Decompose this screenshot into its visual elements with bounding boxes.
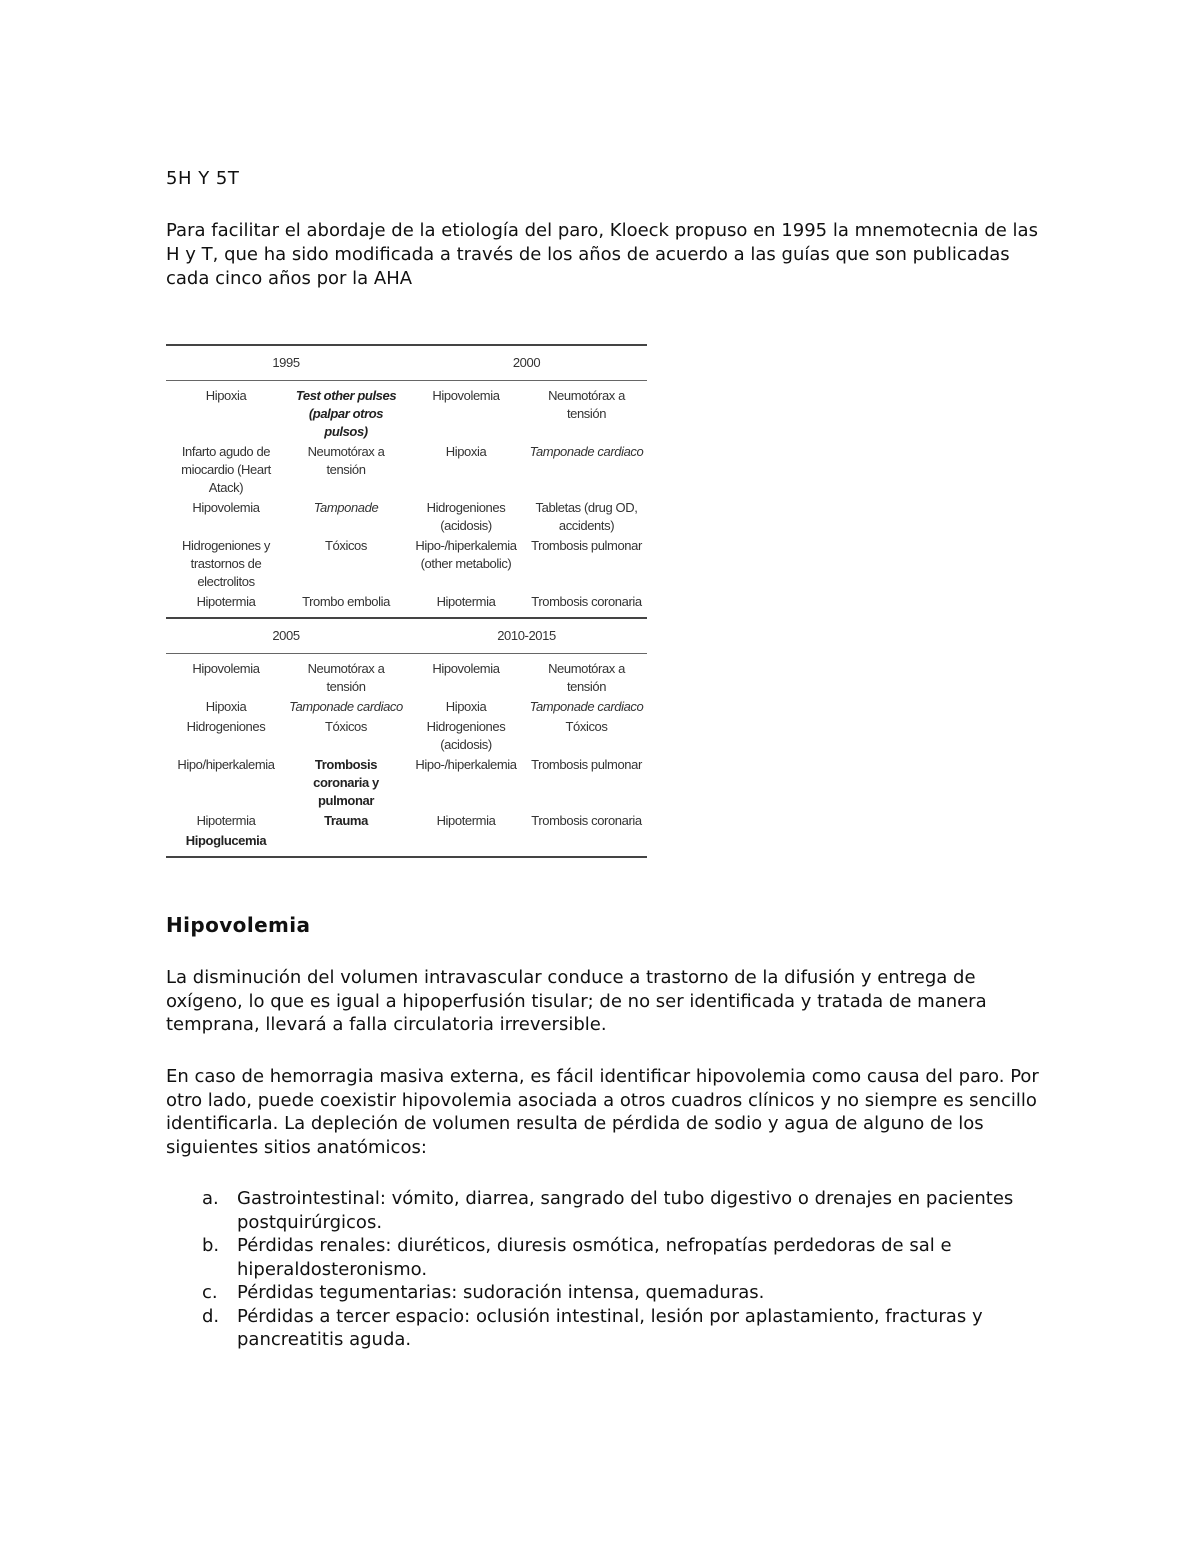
column-header-1995: 1995 — [166, 345, 406, 381]
table-cell: Tamponade cardiaco — [529, 699, 644, 714]
table-cell: Neumotórax a tensión — [307, 661, 385, 694]
table-cell: Hipoxia — [205, 388, 247, 403]
table-row — [166, 812, 647, 832]
list-marker: c. — [202, 1282, 218, 1303]
table-cell: Tóxicos — [325, 719, 367, 734]
table-cell: Tóxicos — [325, 538, 367, 553]
page-title: 5H Y 5T — [166, 168, 240, 189]
table-cell: Hipoglucemia — [166, 832, 286, 857]
table-cell: Hidrogeniones — [186, 719, 266, 734]
table-header-row — [166, 345, 647, 381]
table-cell: Trauma — [324, 813, 368, 828]
table-cell: Hipotermia — [436, 813, 496, 828]
table-row — [166, 593, 647, 618]
table-cell — [406, 832, 526, 857]
table-cell: Hipotermia — [166, 593, 286, 618]
table-row — [166, 832, 647, 857]
table-cell: Trombosis coronaria y pulmonar — [313, 757, 379, 808]
table-cell: Trombosis pulmonar — [531, 757, 642, 772]
list-item-text: Pérdidas tegumentarias: sudoración intensa, quemaduras. — [237, 1282, 765, 1303]
table-cell: Neumotórax a tensión — [307, 444, 385, 477]
table-cell: Trombosis pulmonar — [531, 538, 642, 553]
table-cell: Tamponade — [313, 500, 379, 515]
list-item-text: Gastrointestinal: vómito, diarrea, sangrado del tubo digestivo o drenajes en pacientes postquirúrgicos. — [237, 1188, 1014, 1233]
table-cell: Hidrogeniones (acidosis) — [426, 719, 506, 752]
table-cell: Hipo/hiperkalemia — [177, 757, 275, 772]
table-cell: Hipoxia — [445, 699, 487, 714]
list-item-text: Pérdidas a tercer espacio: oclusión intestinal, lesión por aplastamiento, fracturas y pancreatitis aguda. — [237, 1305, 983, 1350]
table-header-row — [166, 618, 647, 654]
table-row — [166, 381, 647, 444]
column-header-2000: 2000 — [406, 345, 647, 381]
list-item — [166, 1187, 1046, 1234]
table-cell: Hipo-/hiperkalemia (other metabolic) — [415, 538, 517, 571]
table-cell: Hipotermia — [196, 813, 256, 828]
column-header-2010-2015: 2010-2015 — [406, 618, 647, 654]
table-cell — [526, 832, 647, 857]
table-cell: Neumotórax a tensión — [548, 388, 625, 421]
table-cell: Tamponade cardiaco — [289, 699, 403, 714]
table-row — [166, 756, 647, 812]
table-cell: Hipotermia — [406, 593, 526, 618]
table-cell: Hipoxia — [205, 699, 247, 714]
column-header-2005: 2005 — [166, 618, 406, 654]
list-marker: d. — [202, 1305, 220, 1327]
section-heading: Hipovolemia — [166, 913, 311, 937]
list-item — [166, 1281, 1046, 1305]
list-item — [166, 1305, 1046, 1352]
table-cell: Trombo embolia — [286, 593, 406, 618]
h-and-t-table — [166, 344, 647, 858]
list-item-text: Pérdidas renales: diuréticos, diuresis osmótica, nefropatías perdedoras de sal e hiperaldosteronismo. — [237, 1235, 952, 1280]
table-row — [166, 718, 647, 756]
list-item — [166, 1234, 1046, 1281]
table-cell — [286, 832, 406, 857]
table-cell: Tóxicos — [565, 719, 608, 734]
table-cell: Hipoxia — [445, 444, 487, 459]
table-cell: Trombosis coronaria — [531, 813, 642, 828]
table-cell: Hipovolemia — [192, 500, 260, 515]
table-cell: Infarto agudo de miocardio (Heart Atack) — [181, 444, 271, 495]
table-cell: Hipo-/hiperkalemia — [415, 757, 517, 772]
causes-list — [166, 1187, 1046, 1352]
table-row — [166, 499, 647, 537]
table-row — [166, 698, 647, 718]
table-cell: Tabletas (drug OD, accidents) — [535, 500, 638, 533]
table-row — [166, 443, 647, 499]
table-cell: Hidrogeniones y trastornos de electrolitos — [182, 538, 270, 589]
list-marker: b. — [202, 1235, 220, 1256]
table-cell: Trombosis coronaria — [526, 593, 647, 618]
table-cell: Test other pulses (palpar otros pulsos) — [295, 388, 397, 439]
table-cell: Neumotórax a tensión — [548, 661, 625, 694]
intro-paragraph: Para facilitar el abordaje de la etiología del paro, Kloeck propuso en 1995 la mnemotecnia de las H y T, que ha sido modificada a través de los años de acuerdo a las guías que son publicadas cada cinco años por la AHA — [166, 220, 1038, 289]
table-row — [166, 654, 647, 699]
table-cell: Hipovolemia — [432, 661, 500, 676]
paragraph: La disminución del volumen intravascular conduce a trastorno de la difusión y entrega de oxígeno, lo que es igual a hipoperfusión tisular; de no ser identificada y tratada de manera temprana, llevará a falla circulatoria irreversible. — [166, 967, 987, 1035]
paragraph: En caso de hemorragia masiva externa, es fácil identificar hipovolemia como causa del paro. Por otro lado, puede coexistir hipovolemia asociada a otros cuadros clínicos y no siempre es sencillo identificarla. La depleción de volumen resulta de pérdida de sodio y agua de alguno de los siguientes sitios anatómicos: — [166, 1066, 1039, 1158]
table-cell: Hipovolemia — [432, 388, 500, 403]
table-cell: Hipovolemia — [192, 661, 260, 676]
table-row — [166, 537, 647, 593]
list-marker: a. — [202, 1188, 219, 1209]
table-cell: Hidrogeniones (acidosis) — [426, 500, 506, 533]
table-cell: Tamponade cardiaco — [529, 444, 644, 459]
